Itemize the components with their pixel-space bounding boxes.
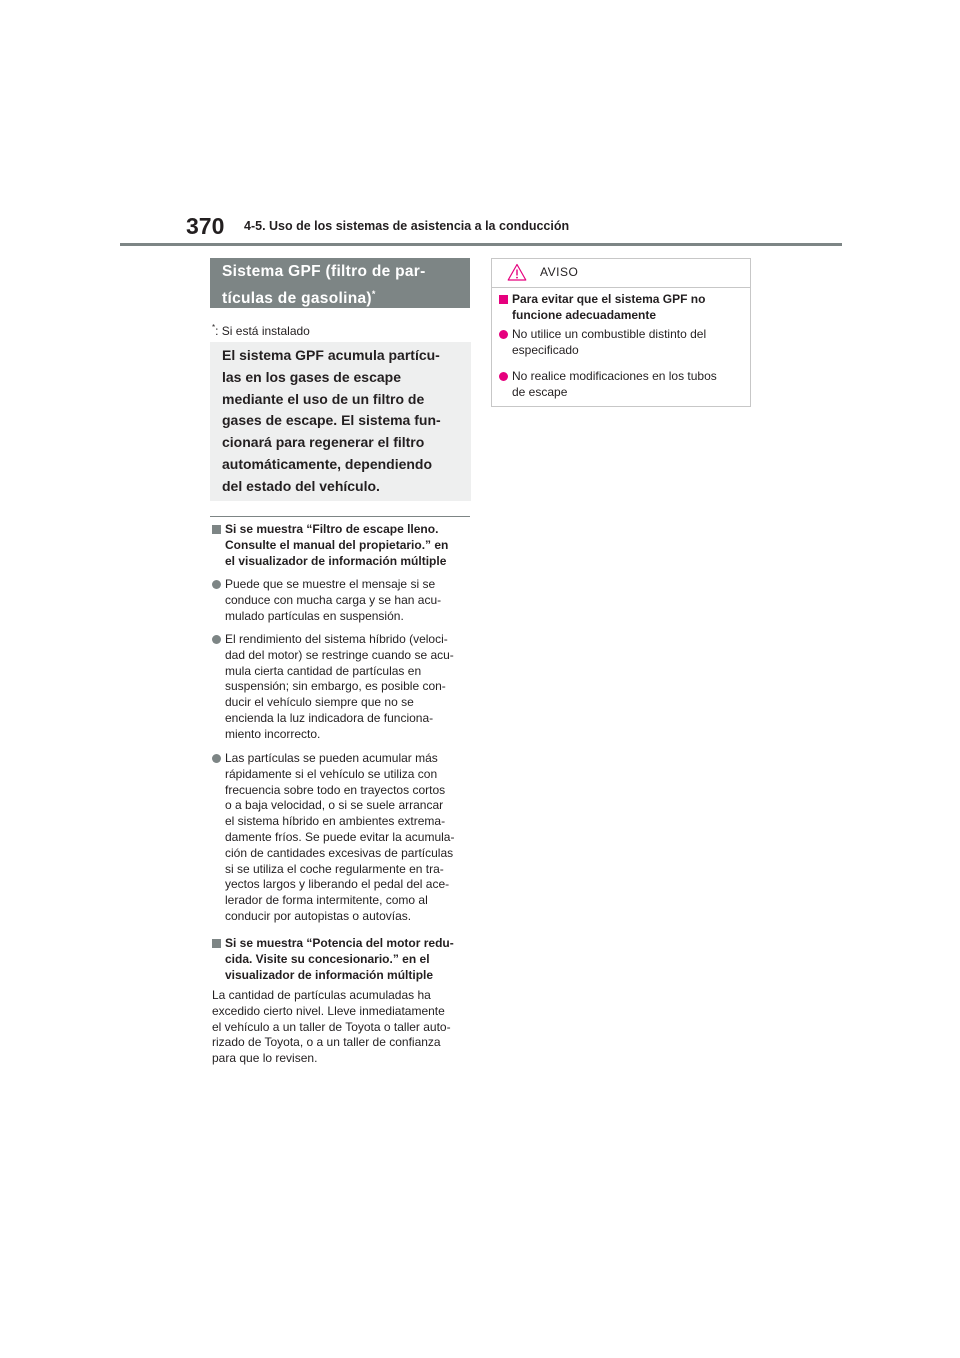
text-line: lerador de forma intermitente, como al <box>225 893 428 908</box>
text-line: yectos largos y liberando el pedal del ace- <box>225 877 450 892</box>
text-line: el vehículo a un taller de Toyota o taller auto- <box>212 1019 451 1034</box>
text-line: encienda la luz indicadora de funciona- <box>225 710 434 725</box>
text-line: funcione adecuadamente <box>512 307 657 322</box>
section-heading <box>210 258 470 308</box>
text-line: mula cierta cantidad de partículas en <box>225 663 422 678</box>
text-line: especificado <box>512 342 579 357</box>
text-line: excedido cierto nivel. Lleve inmediatamente <box>212 1003 445 1018</box>
summary-line: mediante el uso de un filtro de <box>222 390 425 407</box>
text-line: No realice modificaciones en los tubos <box>512 369 717 383</box>
square-bullet-icon <box>212 525 221 534</box>
round-bullet-icon <box>212 580 221 589</box>
text-line: dad del motor) se restringe cuando se acu- <box>225 647 454 662</box>
text-line: ción de cantidades excesivas de partículas <box>225 845 454 860</box>
round-bullet-icon <box>499 330 508 339</box>
text-line: el visualizador de información múltiple <box>225 553 447 568</box>
notice-bullet <box>499 369 749 401</box>
text-line: La cantidad de partículas acumuladas ha <box>212 988 431 1002</box>
notice-header <box>492 259 750 288</box>
summary-line: cionará para regenerar el filtro <box>222 434 425 451</box>
notice-bullet <box>499 327 749 359</box>
text-line: rápidamente si el vehículo se utiliza con <box>225 766 438 781</box>
section-title: 4-5. Uso de los sistemas de asistencia a la conducción <box>244 219 570 233</box>
square-bullet-icon <box>499 295 508 304</box>
footnote-mark: * <box>212 323 216 332</box>
section-heading-text: tículas de gasolina) <box>222 290 372 308</box>
column-rule <box>210 516 470 517</box>
text-line: No utilice un combustible distinto del <box>512 327 707 341</box>
text-line: conducir por autopistas o autovías. <box>225 908 412 923</box>
text-line: mulado partículas en suspensión. <box>225 608 404 623</box>
text-line: Puede que se muestre el mensaje si se <box>225 577 436 591</box>
subheading-power-reduced <box>212 936 474 983</box>
summary-line: del estado del vehículo. <box>222 477 380 494</box>
footnote <box>212 320 310 339</box>
notice-label: AVISO <box>540 265 579 279</box>
notice-heading <box>499 292 749 324</box>
text-line: rizado de Toyota, o a un taller de confianza <box>212 1035 441 1050</box>
text-line: miento incorrecto. <box>225 726 321 741</box>
asterisk-mark: * <box>371 289 376 299</box>
round-bullet-icon <box>212 635 221 644</box>
section-heading-line-1: Sistema GPF (filtro de par- <box>222 263 426 280</box>
text-line: Si se muestra “Filtro de escape lleno. <box>225 522 439 536</box>
text-line: Para evitar que el sistema GPF no <box>512 292 706 306</box>
body-paragraph <box>212 988 474 1067</box>
subheading-filter-full <box>212 522 474 569</box>
round-bullet-icon <box>499 372 508 381</box>
footnote-text: : Si está instalado <box>215 324 310 338</box>
text-line: ducir el vehículo siempre que no se <box>225 695 414 710</box>
text-line: Si se muestra “Potencia del motor redu- <box>225 936 454 950</box>
text-line: frecuencia sobre todo en trayectos cortos <box>225 782 446 797</box>
summary-box <box>210 342 471 501</box>
text-line: Las partículas se pueden acumular más <box>225 751 438 765</box>
text-line: de escape <box>512 384 568 399</box>
text-line: cida. Visite su concesionario.” en el <box>225 951 430 966</box>
warning-triangle-icon <box>507 263 527 281</box>
summary-line: las en los gases de escape <box>222 368 401 385</box>
summary-line: El sistema GPF acumula partícu- <box>222 347 440 363</box>
text-line: El rendimiento del sistema híbrido (veloci- <box>225 632 448 646</box>
text-line: conduce con mucha carga y se han acu- <box>225 592 442 607</box>
text-line: el sistema híbrido en ambientes extrema- <box>225 814 446 829</box>
text-line: Consulte el manual del propietario.” en <box>225 537 449 552</box>
round-bullet-icon <box>212 754 221 763</box>
section-heading-line-2 <box>222 283 470 310</box>
text-line: suspensión; sin embargo, es posible con- <box>225 679 446 694</box>
text-line: visualizador de información múltiple <box>225 967 434 982</box>
square-bullet-icon <box>212 939 221 948</box>
text-line: damente fríos. Se puede evitar la acumula- <box>225 829 455 844</box>
text-line: para que lo revisen. <box>212 1051 318 1066</box>
page-number: 370 <box>186 213 225 239</box>
summary-line: gases de escape. El sistema fun- <box>222 412 441 429</box>
text-line: o a baja velocidad, o si se suele arrancar <box>225 798 444 813</box>
text-line: si se utiliza el coche regularmente en tra- <box>225 861 444 876</box>
header-rule <box>120 243 842 246</box>
bullet-item <box>212 577 474 624</box>
summary-line: automáticamente, dependiendo <box>222 455 433 472</box>
notice-box <box>491 258 751 407</box>
bullet-item <box>212 632 474 743</box>
bullet-item <box>212 751 474 925</box>
